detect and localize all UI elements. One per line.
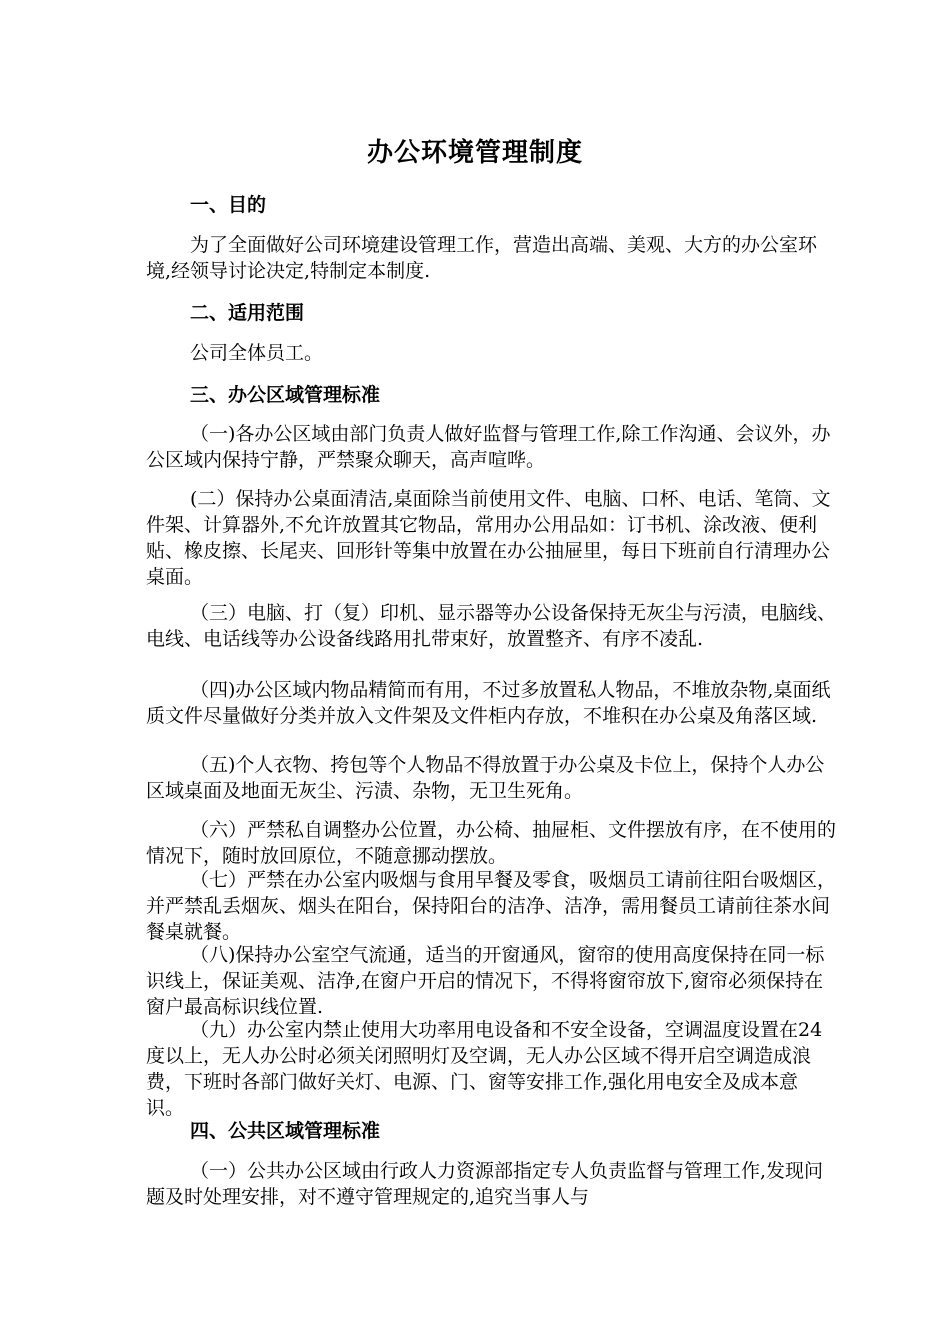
paragraph-office-9: （九）办公室内禁止使用大功率用电设备和不安全设备，空调温度设置在24度以上，无人办公时必须关闭照明灯及空调，无人办公区域不得开启空调造成浪费，下班时各部门做好关灯、电源、门、窗等安排工作,强化用电安全及成本意识。	[146, 1019, 823, 1119]
paragraph-office-4: （四)办公区域内物品精简而有用，不过多放置私人物品，不堆放杂物,桌面纸质文件尽量做好分类并放入文件架及文件柜内存放，不堆积在办公桌及角落区域.	[146, 679, 831, 727]
paragraph-purpose: 为了全面做好公司环境建设管理工作，营造出高端、美观、大方的办公室环境,经领导讨论决定,特制定本制度.	[146, 234, 818, 282]
paragraph-office-3: （三）电脑、打（复）印机、显示器等办公设备保持无灰尘与污渍，电脑线、电线、电话线等办公设备线路用扎带束好，放置整齐、有序不凌乱.	[146, 602, 837, 650]
paragraph-scope: 公司全体员工。	[190, 342, 324, 364]
paragraph-office-8: （八)保持办公室空气流通，适当的开窗通风，窗帘的使用高度保持在同一标识线上，保证美观、洁净,在窗户开启的情况下，不得将窗帘放下,窗帘必须保持在窗户最高标识线位置.	[146, 944, 825, 1018]
paragraph-office-5: （五)个人衣物、挎包等个人物品不得放置于办公桌及卡位上，保持个人办公区域桌面及地面无灰尘、污渍、杂物，无卫生死角。	[146, 754, 825, 802]
paragraph-public-1: （一）公共办公区域由行政人力资源部指定专人负责监督与管理工作,发现问题及时处理安排，对不遵守管理规定的,追究当事人与	[146, 1160, 824, 1208]
paragraph-office-6: （六）严禁私自调整办公位置，办公椅、抽屉柜、文件摆放有序，在不使用的情况下，随时放回原位，不随意挪动摆放。	[146, 819, 837, 867]
paragraph-office-1: （一)各办公区域由部门负责人做好监督与管理工作,除工作沟通、会议外，办公区域内保持宁静，严禁聚众聊天，高声喧哗。	[146, 423, 831, 471]
section-heading-office-area: 三、办公区域管理标准	[190, 384, 381, 406]
document-title: 办公环境管理制度	[366, 138, 583, 168]
section-heading-scope: 二、适用范围	[190, 302, 305, 324]
section-heading-purpose: 一、目的	[190, 194, 267, 216]
paragraph-office-7: （七）严禁在办公室内吸烟与食用早餐及零食，吸烟员工请前往阳台吸烟区，并严禁乱丢烟灰、烟头在阳台，保持阳台的洁净、洁净，需用餐员工请前往茶水间餐桌就餐。	[146, 869, 837, 943]
paragraph-office-2: (二）保持办公桌面清洁,桌面除当前使用文件、电脑、口杯、电话、笔筒、文件架、计算器外,不允许放置其它物品，常用办公用品如：订书机、涂改液、便利贴、橡皮擦、长尾夹、回形针等集中放置在办公抽屉里，每日下班前自行清理办公桌面。	[146, 488, 831, 588]
section-heading-public-area: 四、公共区域管理标准	[190, 1120, 381, 1142]
